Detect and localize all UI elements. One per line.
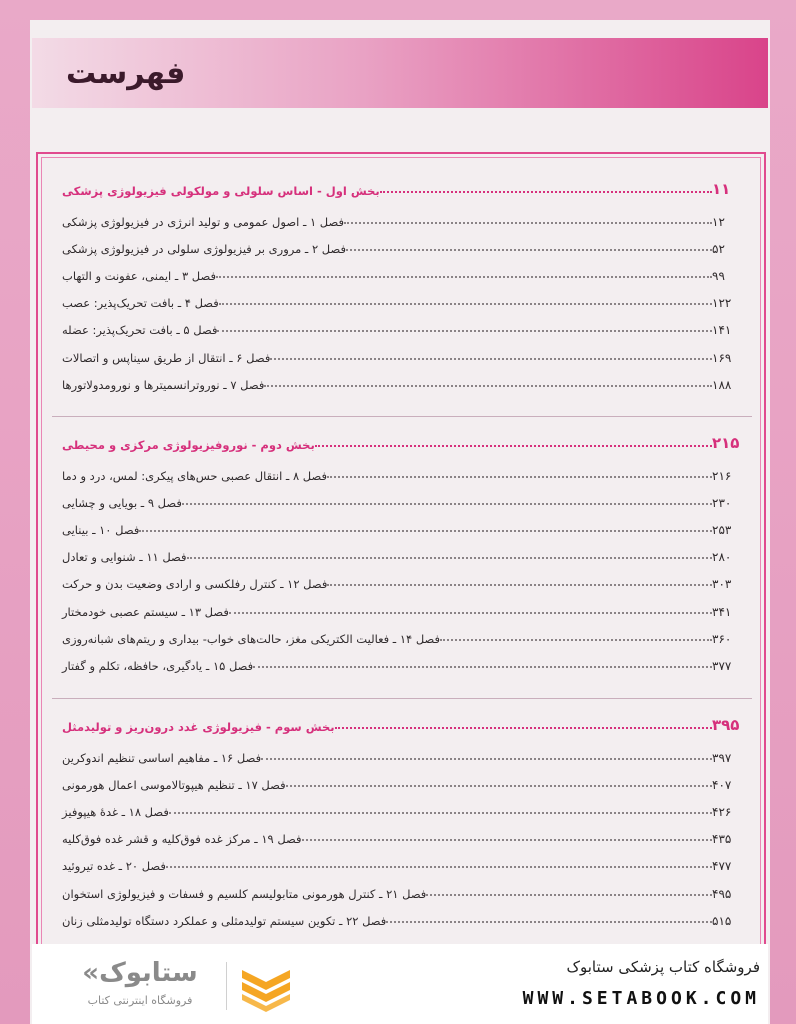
toc-section-heading[interactable] — [58, 176, 746, 198]
toc-chapter-row-page-number: ۴۹۵ — [712, 886, 732, 901]
toc-chapter-row-title: فصل ۹ ـ بویایی و چشایی — [62, 495, 182, 510]
dot-leader — [261, 758, 712, 760]
dot-leader — [187, 557, 712, 559]
toc-chapter-row-page-number: ۱۸۸ — [712, 377, 732, 392]
toc-chapter-row-title: فصل ۱۴ ـ فعالیت الکتریکی مغز، حالت‌های خواب- بیداری و ریتم‌های شبانه‌روزی — [62, 631, 441, 646]
toc-chapter-row[interactable] — [58, 370, 746, 392]
toc-chapter-row[interactable] — [58, 824, 746, 846]
toc-chapter-row-title: فصل ۱۳ ـ سیستم عصبی خودمختار — [62, 604, 229, 619]
dot-leader — [440, 639, 712, 641]
toc-section-heading-page-number: ۱۱ — [712, 180, 731, 198]
toc-chapter-row[interactable] — [58, 315, 746, 337]
toc-chapter-row-page-number: ۳۰۳ — [712, 577, 732, 592]
dot-leader — [219, 303, 712, 305]
dot-leader — [386, 921, 712, 923]
toc-chapter-row[interactable] — [58, 343, 746, 365]
toc-chapter-row-title: فصل ۲۰ ـ غده تیروئید — [62, 859, 166, 874]
logo-divider — [226, 962, 227, 1010]
toc-chapter-row-page-number: ۴۲۶ — [712, 805, 732, 819]
toc-chapter-row-page-number: ۱۴۱ — [712, 323, 732, 338]
toc-chapter-row-title: فصل ۱۱ ـ شنوایی و تعادل — [62, 550, 187, 565]
dot-leader — [182, 503, 712, 505]
toc-chapter-row-title: فصل ۵ ـ بافت تحریک‌پذیر: عضله — [62, 323, 218, 338]
toc-chapter-row-title: فصل ۱۰ ـ بینایی — [62, 523, 140, 537]
toc-chapter-row-page-number: ۱۲ — [712, 214, 725, 229]
toc-chapter-row-page-number: ۴۷۷ — [712, 859, 732, 874]
toc-section-heading-title: بخش سوم - فیزیولوژی غدد درون‌ریز و تولیدمثل — [62, 720, 335, 734]
toc-section-heading-title: بخش دوم - نوروفیزیولوژی مرکزی و محیطی — [62, 438, 315, 452]
logo-tagline: فروشگاه اینترنتی کتاب — [87, 994, 193, 1007]
section-separator — [52, 416, 752, 417]
footer-url[interactable]: WWW.SETABOOK.COM — [522, 988, 760, 1009]
toc-chapter-row[interactable] — [58, 207, 746, 229]
toc-chapter-row-title: فصل ۱۸ ـ غدهٔ هیپوفیز — [62, 805, 169, 819]
toc-chapter-row[interactable] — [58, 651, 746, 673]
dot-leader — [166, 866, 712, 868]
dot-leader — [229, 612, 712, 614]
dot-leader — [253, 666, 712, 668]
toc-section-heading-page-number: ۳۹۵ — [712, 716, 740, 734]
toc-chapter-row[interactable] — [58, 743, 746, 765]
toc-section-heading-page-number: ۲۱۵ — [712, 434, 740, 452]
toc-chapter-row-title: فصل ۷ ـ نوروترانسمیترها و نورومدولاتورها — [62, 377, 265, 392]
footer-shop-name: فروشگاه کتاب پزشکی ستابوک — [566, 958, 760, 976]
toc-chapter-row[interactable] — [58, 488, 746, 510]
dot-leader — [327, 476, 712, 478]
toc-chapter-row-page-number: ۲۱۶ — [712, 468, 732, 483]
toc-chapter-row[interactable] — [58, 851, 746, 873]
dot-leader — [264, 385, 712, 387]
toc-chapter-row[interactable] — [58, 288, 746, 310]
toc-chapter-row-page-number: ۲۸۰ — [712, 550, 732, 565]
toc-chapter-row[interactable] — [58, 879, 746, 901]
toc-chapter-row-page-number: ۱۲۲ — [712, 296, 732, 311]
toc-chapter-row-title: فصل ۱۹ ـ مرکز غده فوق‌کلیه و قشر غده فوق‌کلیه — [62, 832, 302, 847]
toc-chapter-row[interactable] — [58, 597, 746, 619]
toc-chapter-row[interactable] — [58, 461, 746, 483]
toc-section-heading[interactable] — [58, 430, 746, 452]
toc-chapter-row-title: فصل ۴ ـ بافت تحریک‌پذیر: عصب — [62, 296, 219, 311]
dot-leader — [217, 330, 712, 332]
toc-chapter-row-title: فصل ۲۱ ـ کنترل هورمونی متابولیسم کلسیم و فسفات و فیزیولوژی استخوان — [62, 886, 427, 901]
dot-leader — [344, 222, 712, 224]
toc-chapter-row-title: فصل ۶ ـ انتقال از طریق سیناپس و اتصالات — [62, 350, 271, 365]
toc-chapter-row-page-number: ۴۰۷ — [712, 777, 732, 792]
toc-chapter-row[interactable] — [58, 797, 746, 819]
toc-section-heading-title: بخش اول - اساس سلولی و مولکولی فیزیولوژی پزشکی — [62, 184, 380, 198]
toc-chapter-row-page-number: ۳۹۷ — [712, 750, 732, 765]
toc-chapter-row-page-number: ۵۲ — [712, 241, 725, 256]
toc-chapter-row[interactable] — [58, 770, 746, 792]
toc-section-heading[interactable] — [58, 712, 746, 734]
toc-chapter-row-title: فصل ۱۶ ـ مفاهیم اساسی تنظیم اندوکرین — [62, 750, 262, 765]
toc-chapter-row-page-number: ۴۳۵ — [712, 832, 732, 847]
toc-chapter-row[interactable] — [58, 234, 746, 256]
section-separator — [52, 698, 752, 699]
dot-leader — [286, 785, 712, 787]
toc-chapter-row-title: فصل ۱۵ ـ یادگیری، حافظه، تکلم و گفتار — [62, 659, 254, 673]
dot-leader — [270, 358, 712, 360]
toc-chapter-row-title: فصل ۳ ـ ایمنی، عفونت و التهاب — [62, 269, 216, 283]
dot-leader — [346, 249, 712, 251]
toc-chapter-row-title: فصل ۱۷ ـ تنظیم هیپوتالاموسی اعمال هورمونی — [62, 777, 286, 792]
toc-chapter-row-page-number: ۲۳۰ — [712, 495, 732, 510]
dot-leader — [335, 727, 712, 729]
logo-wordmark: ستابوک» — [82, 958, 198, 988]
toc-chapter-row-page-number: ۳۴۱ — [712, 604, 732, 619]
dot-leader — [302, 839, 712, 841]
toc-chapter-row-page-number: ۵۱۵ — [712, 913, 732, 928]
toc-chapter-row-page-number: ۲۵۳ — [712, 523, 732, 537]
toc-chapter-row-page-number: ۹۹ — [712, 269, 725, 283]
toc-chapter-row-page-number: ۳۷۷ — [712, 659, 732, 673]
dot-leader — [327, 584, 712, 586]
toc-chapter-row[interactable] — [58, 515, 746, 537]
dot-leader — [426, 894, 712, 896]
toc-chapter-row[interactable] — [58, 906, 746, 928]
book-logo-icon — [236, 962, 296, 1012]
toc-chapter-row-title: فصل ۸ ـ انتقال عصبی حس‌های پیکری: لمس، درد و دما — [62, 468, 327, 483]
dot-leader — [380, 191, 712, 193]
page-title: فهرست — [66, 56, 186, 91]
toc-chapter-row-page-number: ۳۶۰ — [712, 631, 732, 646]
toc-chapter-row-page-number: ۱۶۹ — [712, 350, 732, 365]
toc-chapter-row[interactable] — [58, 261, 746, 283]
toc-chapter-row-title: فصل ۱۲ ـ کنترل رفلکسی و ارادی وضعیت بدن و حرکت — [62, 577, 328, 592]
dot-leader — [216, 276, 712, 278]
dot-leader — [169, 812, 712, 814]
dot-leader — [139, 530, 712, 532]
toc-chapter-row-title: فصل ۲ ـ مروری بر فیزیولوژی سلولی در فیزیولوژی پزشکی — [62, 241, 346, 256]
toc-chapter-row[interactable] — [58, 624, 746, 646]
toc-chapter-row-title: فصل ۲۲ ـ تکوین سیستم تولیدمثلی و عملکرد دستگاه تولیدمثلی زنان — [62, 913, 387, 928]
toc-chapter-row-title: فصل ۱ ـ اصول عمومی و تولید انرژی در فیزیولوژی پزشکی — [62, 214, 344, 229]
toc-chapter-row[interactable] — [58, 569, 746, 591]
dot-leader — [315, 445, 712, 447]
toc-chapter-row[interactable] — [58, 542, 746, 564]
